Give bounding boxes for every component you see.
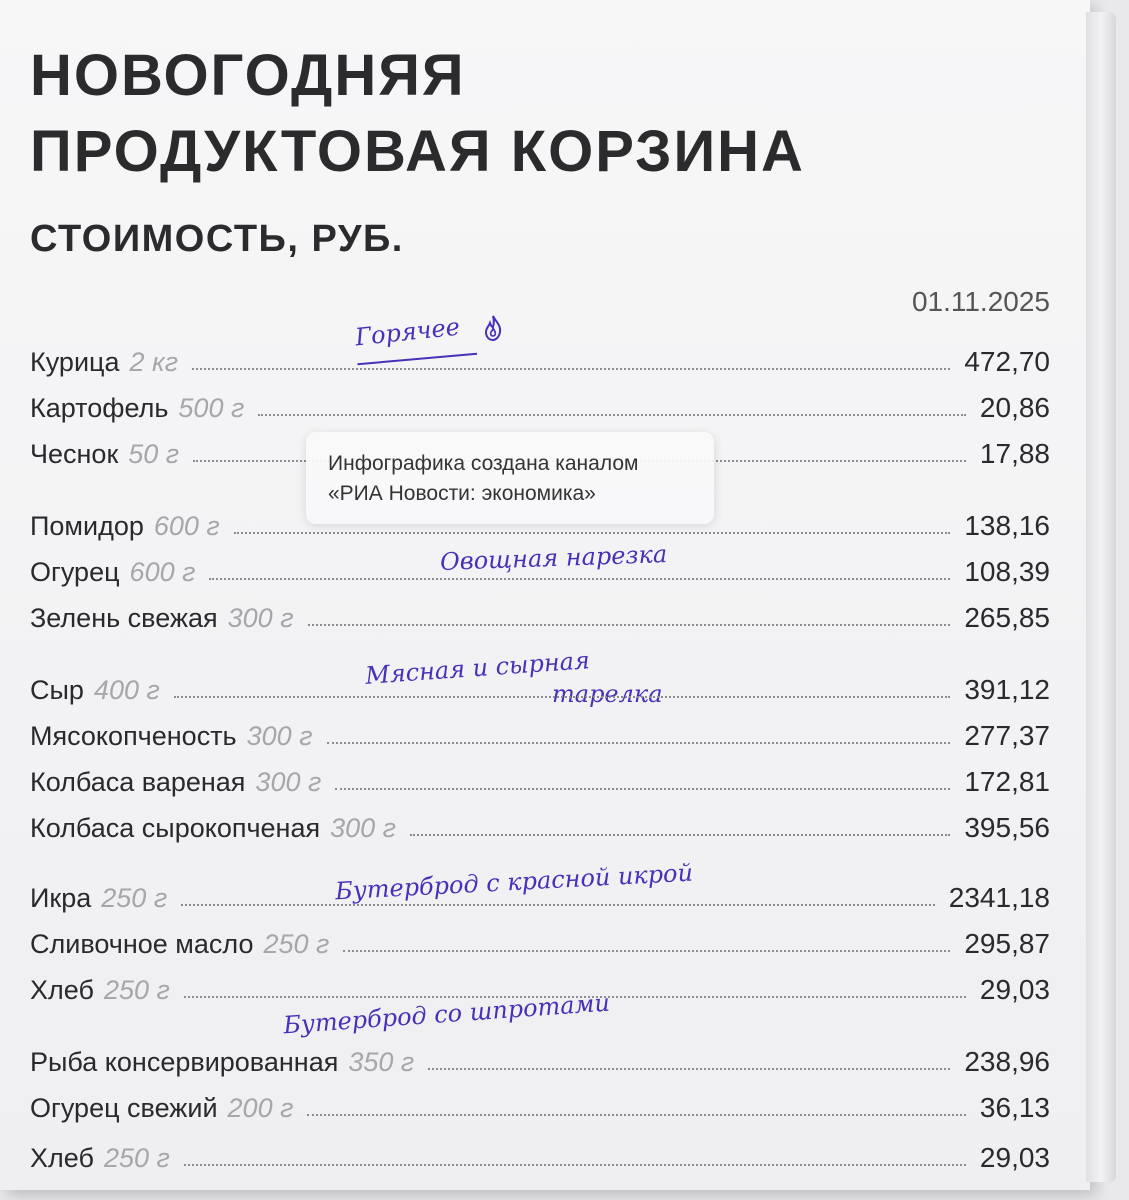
dotted-leader	[258, 413, 966, 416]
item-row-butter	[30, 920, 1050, 960]
item-name: Хлеб	[30, 1143, 94, 1173]
subtitle: СТОИМОСТЬ, РУБ.	[30, 218, 404, 260]
note-sprats: Бутерброд со шпротами	[282, 988, 611, 1040]
item-qty: 250 г	[103, 1143, 170, 1173]
item-price: 472,70	[964, 346, 1050, 377]
item-name: Сыр	[30, 675, 84, 705]
item-qty: 2 кг	[129, 347, 179, 377]
title-line-2: ПРОДУКТОВАЯ КОРЗИНА	[30, 119, 805, 184]
note-hot: Горячее	[353, 312, 462, 352]
item-price: 20,86	[979, 392, 1050, 423]
item-qty: 600 г	[129, 557, 196, 587]
dotted-leader	[174, 695, 951, 698]
item-price: 29,03	[979, 974, 1050, 1005]
item-qty: 250 г	[103, 975, 170, 1005]
item-price: 391,12	[964, 674, 1050, 705]
item-price: 172,81	[964, 766, 1050, 797]
item-name: Зелень свежая	[30, 603, 218, 633]
note-meat-line-1: Мясная и сырная	[364, 646, 591, 690]
dotted-leader	[335, 787, 950, 790]
item-price: 36,13	[979, 1092, 1050, 1123]
dotted-leader	[428, 1067, 950, 1070]
item-qty: 250 г	[263, 929, 330, 959]
dotted-leader	[343, 949, 950, 952]
item-row-bread	[30, 966, 1050, 1006]
item-row-caviar	[30, 874, 1050, 914]
dotted-leader	[209, 577, 950, 580]
item-name: Рыба консервированная	[30, 1047, 339, 1077]
item-name: Хлеб	[30, 975, 94, 1005]
note-meat-line-2: тарелка	[552, 680, 663, 708]
receipt-paper-edge	[1086, 12, 1116, 1182]
item-name: Икра	[30, 883, 92, 913]
item-name: Огурец	[30, 557, 120, 587]
item-row-potato	[30, 384, 1050, 424]
item-row-fresh-cucumber	[30, 1084, 1050, 1124]
item-qty: 50 г	[128, 439, 180, 469]
dotted-leader	[181, 903, 935, 906]
note-vegetables: Овощная нарезка	[439, 540, 668, 576]
source-overlay	[306, 432, 714, 524]
dotted-leader	[410, 833, 950, 836]
item-qty: 300 г	[227, 603, 294, 633]
dotted-leader	[308, 623, 951, 626]
dotted-leader	[307, 1113, 966, 1116]
item-qty: 200 г	[227, 1093, 294, 1123]
item-row-greens	[30, 594, 1050, 634]
item-qty: 500 г	[178, 393, 245, 423]
source-line-1: Инфографика создана каналом	[328, 452, 639, 475]
item-row-boiled-sausage	[30, 758, 1050, 798]
dotted-leader	[184, 995, 966, 998]
item-price: 395,56	[964, 812, 1050, 843]
page-title	[30, 38, 805, 190]
item-name: Чеснок	[30, 439, 119, 469]
item-row-chicken	[30, 338, 1050, 378]
item-qty: 300 г	[246, 721, 313, 751]
item-name: Сливочное масло	[30, 929, 254, 959]
item-price: 295,87	[964, 928, 1050, 959]
item-price: 29,03	[979, 1142, 1050, 1173]
item-name: Огурец свежий	[30, 1093, 218, 1123]
dotted-leader	[192, 367, 950, 370]
item-qty: 300 г	[255, 767, 322, 797]
item-qty: 600 г	[153, 511, 220, 541]
item-name: Помидор	[30, 511, 144, 541]
item-name: Колбаса вареная	[30, 767, 246, 797]
item-qty: 400 г	[93, 675, 160, 705]
dotted-leader	[184, 1163, 966, 1166]
item-row-cheese	[30, 666, 1050, 706]
title-line-1: НОВОГОДНЯЯ	[30, 43, 466, 108]
note-caviar: Бутерброд с красной икрой	[334, 858, 694, 906]
item-qty: 300 г	[330, 813, 396, 843]
item-name: Картофель	[30, 393, 169, 423]
item-price: 238,96	[964, 1046, 1050, 1077]
item-price: 17,88	[979, 438, 1050, 469]
item-price: 138,16	[964, 510, 1050, 541]
source-line-2: «РИА Новости: экономика»	[328, 482, 596, 505]
item-qty: 250 г	[101, 883, 168, 913]
item-row-cucumber	[30, 548, 1050, 588]
item-row-bread-2	[30, 1134, 1050, 1174]
item-name: Мясокопченость	[30, 721, 237, 751]
item-price: 277,37	[964, 720, 1050, 751]
item-price: 265,85	[964, 602, 1050, 633]
dotted-leader	[234, 531, 951, 534]
item-row-dry-sausage	[30, 804, 1050, 844]
item-qty: 350 г	[348, 1047, 415, 1077]
dotted-leader	[327, 741, 951, 744]
item-price: 108,39	[964, 556, 1050, 587]
item-row-smoked-meat	[30, 712, 1050, 752]
item-name: Колбаса сырокопченая	[30, 813, 321, 843]
date: 01.11.2025	[911, 286, 1050, 317]
item-name: Курица	[30, 347, 120, 377]
item-row-canned-fish	[30, 1038, 1050, 1078]
item-price: 2341,18	[948, 882, 1050, 913]
